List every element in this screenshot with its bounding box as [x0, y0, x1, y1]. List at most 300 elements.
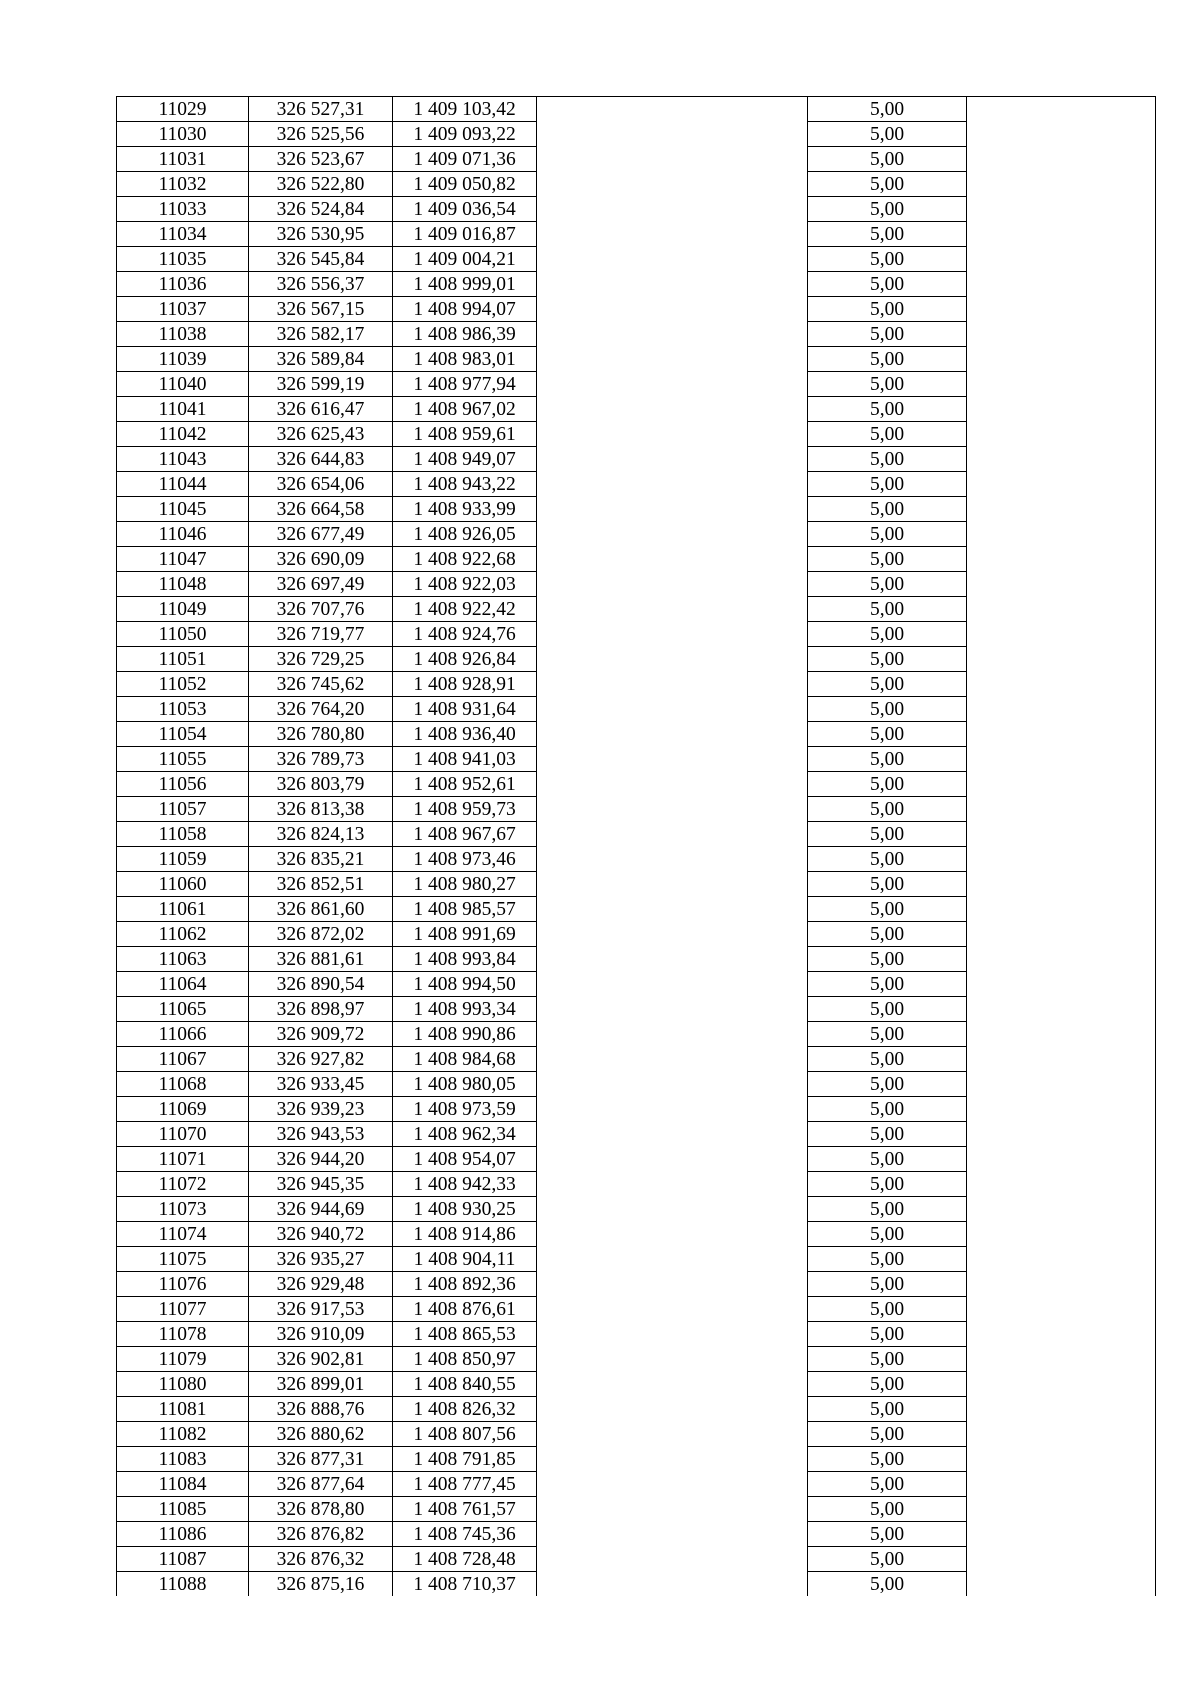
y-coordinate-cell: 1 408 952,61 — [393, 772, 537, 797]
point-number-cell: 11042 — [117, 422, 249, 447]
empty-cell — [537, 97, 808, 122]
x-coordinate-cell: 326 935,27 — [249, 1247, 393, 1272]
point-number-cell: 11065 — [117, 997, 249, 1022]
coordinate-table-container — [116, 96, 1155, 1596]
y-coordinate-cell: 1 408 710,37 — [393, 1572, 537, 1597]
x-coordinate-cell: 326 898,97 — [249, 997, 393, 1022]
x-coordinate-cell: 326 917,53 — [249, 1297, 393, 1322]
y-coordinate-cell: 1 409 093,22 — [393, 122, 537, 147]
empty-cell — [967, 1047, 1156, 1072]
table-row — [117, 947, 1156, 972]
y-coordinate-cell: 1 408 990,86 — [393, 1022, 537, 1047]
table-row — [117, 897, 1156, 922]
value-cell: 5,00 — [808, 272, 967, 297]
value-cell: 5,00 — [808, 497, 967, 522]
empty-cell — [967, 247, 1156, 272]
value-cell: 5,00 — [808, 1522, 967, 1547]
x-coordinate-cell: 326 780,80 — [249, 722, 393, 747]
y-coordinate-cell: 1 408 745,36 — [393, 1522, 537, 1547]
empty-cell — [537, 922, 808, 947]
empty-cell — [537, 1572, 808, 1597]
table-row — [117, 497, 1156, 522]
empty-cell — [537, 147, 808, 172]
value-cell: 5,00 — [808, 1247, 967, 1272]
table-row — [117, 1022, 1156, 1047]
x-coordinate-cell: 326 944,69 — [249, 1197, 393, 1222]
empty-cell — [537, 647, 808, 672]
empty-cell — [967, 597, 1156, 622]
x-coordinate-cell: 326 872,02 — [249, 922, 393, 947]
y-coordinate-cell: 1 409 016,87 — [393, 222, 537, 247]
point-number-cell: 11039 — [117, 347, 249, 372]
empty-cell — [967, 322, 1156, 347]
empty-cell — [537, 847, 808, 872]
empty-cell — [967, 1397, 1156, 1422]
empty-cell — [537, 1547, 808, 1572]
table-row — [117, 997, 1156, 1022]
x-coordinate-cell: 326 789,73 — [249, 747, 393, 772]
y-coordinate-cell: 1 408 922,42 — [393, 597, 537, 622]
value-cell: 5,00 — [808, 1072, 967, 1097]
y-coordinate-cell: 1 408 922,03 — [393, 572, 537, 597]
y-coordinate-cell: 1 408 994,50 — [393, 972, 537, 997]
y-coordinate-cell: 1 408 926,84 — [393, 647, 537, 672]
value-cell: 5,00 — [808, 572, 967, 597]
point-number-cell: 11059 — [117, 847, 249, 872]
empty-cell — [967, 1072, 1156, 1097]
empty-cell — [967, 622, 1156, 647]
table-row — [117, 572, 1156, 597]
point-number-cell: 11079 — [117, 1347, 249, 1372]
empty-cell — [967, 222, 1156, 247]
y-coordinate-cell: 1 408 967,67 — [393, 822, 537, 847]
x-coordinate-cell: 326 875,16 — [249, 1572, 393, 1597]
empty-cell — [967, 697, 1156, 722]
y-coordinate-cell: 1 408 962,34 — [393, 1122, 537, 1147]
y-coordinate-cell: 1 408 993,34 — [393, 997, 537, 1022]
value-cell: 5,00 — [808, 522, 967, 547]
x-coordinate-cell: 326 877,31 — [249, 1447, 393, 1472]
point-number-cell: 11068 — [117, 1072, 249, 1097]
value-cell: 5,00 — [808, 947, 967, 972]
empty-cell — [967, 1322, 1156, 1347]
x-coordinate-cell: 326 927,82 — [249, 1047, 393, 1072]
value-cell: 5,00 — [808, 597, 967, 622]
empty-cell — [537, 172, 808, 197]
y-coordinate-cell: 1 408 983,01 — [393, 347, 537, 372]
table-row — [117, 447, 1156, 472]
table-row — [117, 747, 1156, 772]
empty-cell — [967, 1572, 1156, 1597]
point-number-cell: 11081 — [117, 1397, 249, 1422]
empty-cell — [537, 747, 808, 772]
table-row — [117, 397, 1156, 422]
empty-cell — [967, 972, 1156, 997]
x-coordinate-cell: 326 881,61 — [249, 947, 393, 972]
empty-cell — [967, 1522, 1156, 1547]
empty-cell — [537, 372, 808, 397]
empty-cell — [967, 1472, 1156, 1497]
empty-cell — [537, 1447, 808, 1472]
value-cell: 5,00 — [808, 772, 967, 797]
y-coordinate-cell: 1 408 984,68 — [393, 1047, 537, 1072]
y-coordinate-cell: 1 408 959,73 — [393, 797, 537, 822]
value-cell: 5,00 — [808, 322, 967, 347]
value-cell: 5,00 — [808, 447, 967, 472]
x-coordinate-cell: 326 523,67 — [249, 147, 393, 172]
empty-cell — [537, 572, 808, 597]
empty-cell — [967, 1497, 1156, 1522]
value-cell: 5,00 — [808, 1047, 967, 1072]
point-number-cell: 11085 — [117, 1497, 249, 1522]
value-cell: 5,00 — [808, 1097, 967, 1122]
table-row — [117, 1122, 1156, 1147]
x-coordinate-cell: 326 525,56 — [249, 122, 393, 147]
x-coordinate-cell: 326 861,60 — [249, 897, 393, 922]
empty-cell — [967, 747, 1156, 772]
table-row — [117, 847, 1156, 872]
empty-cell — [537, 672, 808, 697]
point-number-cell: 11058 — [117, 822, 249, 847]
y-coordinate-cell: 1 408 840,55 — [393, 1372, 537, 1397]
x-coordinate-cell: 326 933,45 — [249, 1072, 393, 1097]
y-coordinate-cell: 1 408 926,05 — [393, 522, 537, 547]
point-number-cell: 11040 — [117, 372, 249, 397]
table-row — [117, 697, 1156, 722]
x-coordinate-cell: 326 589,84 — [249, 347, 393, 372]
x-coordinate-cell: 326 876,82 — [249, 1522, 393, 1547]
point-number-cell: 11061 — [117, 897, 249, 922]
y-coordinate-cell: 1 408 993,84 — [393, 947, 537, 972]
value-cell: 5,00 — [808, 347, 967, 372]
value-cell: 5,00 — [808, 1372, 967, 1397]
point-number-cell: 11050 — [117, 622, 249, 647]
y-coordinate-cell: 1 408 728,48 — [393, 1547, 537, 1572]
value-cell: 5,00 — [808, 622, 967, 647]
value-cell: 5,00 — [808, 722, 967, 747]
table-row — [117, 922, 1156, 947]
table-row — [117, 622, 1156, 647]
empty-cell — [537, 1097, 808, 1122]
empty-cell — [967, 122, 1156, 147]
value-cell: 5,00 — [808, 1447, 967, 1472]
point-number-cell: 11069 — [117, 1097, 249, 1122]
x-coordinate-cell: 326 719,77 — [249, 622, 393, 647]
empty-cell — [967, 1547, 1156, 1572]
x-coordinate-cell: 326 707,76 — [249, 597, 393, 622]
point-number-cell: 11073 — [117, 1197, 249, 1222]
y-coordinate-cell: 1 408 954,07 — [393, 1147, 537, 1172]
y-coordinate-cell: 1 408 826,32 — [393, 1397, 537, 1422]
x-coordinate-cell: 326 835,21 — [249, 847, 393, 872]
empty-cell — [537, 1322, 808, 1347]
empty-cell — [537, 872, 808, 897]
empty-cell — [537, 422, 808, 447]
empty-cell — [967, 822, 1156, 847]
empty-cell — [537, 897, 808, 922]
empty-cell — [967, 572, 1156, 597]
empty-cell — [967, 1172, 1156, 1197]
point-number-cell: 11063 — [117, 947, 249, 972]
value-cell: 5,00 — [808, 1572, 967, 1597]
point-number-cell: 11034 — [117, 222, 249, 247]
x-coordinate-cell: 326 878,80 — [249, 1497, 393, 1522]
y-coordinate-cell: 1 409 071,36 — [393, 147, 537, 172]
table-row — [117, 1322, 1156, 1347]
table-row — [117, 1497, 1156, 1522]
table-row — [117, 1247, 1156, 1272]
empty-cell — [537, 597, 808, 622]
value-cell: 5,00 — [808, 222, 967, 247]
value-cell: 5,00 — [808, 1422, 967, 1447]
x-coordinate-cell: 326 909,72 — [249, 1022, 393, 1047]
empty-cell — [537, 1422, 808, 1447]
empty-cell — [537, 272, 808, 297]
point-number-cell: 11084 — [117, 1472, 249, 1497]
y-coordinate-cell: 1 408 943,22 — [393, 472, 537, 497]
point-number-cell: 11032 — [117, 172, 249, 197]
empty-cell — [967, 722, 1156, 747]
point-number-cell: 11033 — [117, 197, 249, 222]
value-cell: 5,00 — [808, 422, 967, 447]
table-row — [117, 197, 1156, 222]
x-coordinate-cell: 326 945,35 — [249, 1172, 393, 1197]
point-number-cell: 11055 — [117, 747, 249, 772]
x-coordinate-cell: 326 567,15 — [249, 297, 393, 322]
point-number-cell: 11067 — [117, 1047, 249, 1072]
value-cell: 5,00 — [808, 1022, 967, 1047]
y-coordinate-cell: 1 408 999,01 — [393, 272, 537, 297]
x-coordinate-cell: 326 852,51 — [249, 872, 393, 897]
value-cell: 5,00 — [808, 372, 967, 397]
empty-cell — [537, 1247, 808, 1272]
value-cell: 5,00 — [808, 647, 967, 672]
x-coordinate-cell: 326 876,32 — [249, 1547, 393, 1572]
value-cell: 5,00 — [808, 197, 967, 222]
value-cell: 5,00 — [808, 397, 967, 422]
x-coordinate-cell: 326 939,23 — [249, 1097, 393, 1122]
empty-cell — [967, 647, 1156, 672]
empty-cell — [537, 1072, 808, 1097]
empty-cell — [967, 272, 1156, 297]
empty-cell — [537, 1397, 808, 1422]
point-number-cell: 11030 — [117, 122, 249, 147]
x-coordinate-cell: 326 582,17 — [249, 322, 393, 347]
empty-cell — [537, 297, 808, 322]
table-row — [117, 1472, 1156, 1497]
table-row — [117, 1297, 1156, 1322]
empty-cell — [967, 1222, 1156, 1247]
point-number-cell: 11035 — [117, 247, 249, 272]
x-coordinate-cell: 326 522,80 — [249, 172, 393, 197]
empty-cell — [537, 822, 808, 847]
table-row — [117, 1222, 1156, 1247]
table-row — [117, 972, 1156, 997]
y-coordinate-cell: 1 408 949,07 — [393, 447, 537, 472]
y-coordinate-cell: 1 408 904,11 — [393, 1247, 537, 1272]
empty-cell — [537, 1297, 808, 1322]
empty-cell — [967, 947, 1156, 972]
point-number-cell: 11088 — [117, 1572, 249, 1597]
y-coordinate-cell: 1 408 931,64 — [393, 697, 537, 722]
value-cell: 5,00 — [808, 97, 967, 122]
empty-cell — [537, 1272, 808, 1297]
x-coordinate-cell: 326 888,76 — [249, 1397, 393, 1422]
value-cell: 5,00 — [808, 697, 967, 722]
value-cell: 5,00 — [808, 1322, 967, 1347]
x-coordinate-cell: 326 530,95 — [249, 222, 393, 247]
x-coordinate-cell: 326 880,62 — [249, 1422, 393, 1447]
empty-cell — [537, 797, 808, 822]
empty-cell — [967, 422, 1156, 447]
y-coordinate-cell: 1 408 933,99 — [393, 497, 537, 522]
table-row — [117, 597, 1156, 622]
x-coordinate-cell: 326 644,83 — [249, 447, 393, 472]
y-coordinate-cell: 1 408 876,61 — [393, 1297, 537, 1322]
x-coordinate-cell: 326 813,38 — [249, 797, 393, 822]
empty-cell — [537, 322, 808, 347]
value-cell: 5,00 — [808, 997, 967, 1022]
point-number-cell: 11037 — [117, 297, 249, 322]
value-cell: 5,00 — [808, 1397, 967, 1422]
empty-cell — [967, 997, 1156, 1022]
point-number-cell: 11082 — [117, 1422, 249, 1447]
x-coordinate-cell: 326 877,64 — [249, 1472, 393, 1497]
point-number-cell: 11045 — [117, 497, 249, 522]
table-row — [117, 122, 1156, 147]
y-coordinate-cell: 1 408 791,85 — [393, 1447, 537, 1472]
value-cell: 5,00 — [808, 847, 967, 872]
empty-cell — [967, 347, 1156, 372]
empty-cell — [967, 897, 1156, 922]
empty-cell — [537, 1472, 808, 1497]
empty-cell — [967, 1247, 1156, 1272]
point-number-cell: 11041 — [117, 397, 249, 422]
value-cell: 5,00 — [808, 922, 967, 947]
y-coordinate-cell: 1 408 942,33 — [393, 1172, 537, 1197]
value-cell: 5,00 — [808, 1472, 967, 1497]
empty-cell — [537, 972, 808, 997]
y-coordinate-cell: 1 408 941,03 — [393, 747, 537, 772]
y-coordinate-cell: 1 408 994,07 — [393, 297, 537, 322]
table-row — [117, 1522, 1156, 1547]
x-coordinate-cell: 326 929,48 — [249, 1272, 393, 1297]
empty-cell — [537, 1222, 808, 1247]
table-row — [117, 97, 1156, 122]
value-cell: 5,00 — [808, 1297, 967, 1322]
table-row — [117, 1547, 1156, 1572]
empty-cell — [537, 1147, 808, 1172]
x-coordinate-cell: 326 697,49 — [249, 572, 393, 597]
x-coordinate-cell: 326 527,31 — [249, 97, 393, 122]
point-number-cell: 11049 — [117, 597, 249, 622]
coordinate-table-body — [117, 97, 1156, 1597]
empty-cell — [967, 922, 1156, 947]
table-row — [117, 247, 1156, 272]
empty-cell — [537, 1047, 808, 1072]
x-coordinate-cell: 326 664,58 — [249, 497, 393, 522]
table-row — [117, 347, 1156, 372]
empty-cell — [537, 447, 808, 472]
empty-cell — [967, 1147, 1156, 1172]
point-number-cell: 11038 — [117, 322, 249, 347]
y-coordinate-cell: 1 408 985,57 — [393, 897, 537, 922]
empty-cell — [967, 522, 1156, 547]
y-coordinate-cell: 1 408 967,02 — [393, 397, 537, 422]
x-coordinate-cell: 326 890,54 — [249, 972, 393, 997]
value-cell: 5,00 — [808, 1547, 967, 1572]
value-cell: 5,00 — [808, 972, 967, 997]
point-number-cell: 11056 — [117, 772, 249, 797]
value-cell: 5,00 — [808, 1347, 967, 1372]
table-row — [117, 147, 1156, 172]
table-row — [117, 222, 1156, 247]
table-row — [117, 1347, 1156, 1372]
y-coordinate-cell: 1 408 850,97 — [393, 1347, 537, 1372]
empty-cell — [537, 497, 808, 522]
empty-cell — [537, 347, 808, 372]
empty-cell — [537, 772, 808, 797]
empty-cell — [967, 297, 1156, 322]
point-number-cell: 11080 — [117, 1372, 249, 1397]
empty-cell — [967, 97, 1156, 122]
x-coordinate-cell: 326 654,06 — [249, 472, 393, 497]
empty-cell — [967, 1347, 1156, 1372]
empty-cell — [967, 472, 1156, 497]
point-number-cell: 11036 — [117, 272, 249, 297]
point-number-cell: 11075 — [117, 1247, 249, 1272]
y-coordinate-cell: 1 409 103,42 — [393, 97, 537, 122]
table-row — [117, 1422, 1156, 1447]
y-coordinate-cell: 1 408 807,56 — [393, 1422, 537, 1447]
empty-cell — [967, 147, 1156, 172]
x-coordinate-cell: 326 899,01 — [249, 1372, 393, 1397]
x-coordinate-cell: 326 910,09 — [249, 1322, 393, 1347]
point-number-cell: 11031 — [117, 147, 249, 172]
empty-cell — [537, 247, 808, 272]
y-coordinate-cell: 1 408 980,05 — [393, 1072, 537, 1097]
empty-cell — [537, 1172, 808, 1197]
value-cell: 5,00 — [808, 472, 967, 497]
empty-cell — [537, 1347, 808, 1372]
value-cell: 5,00 — [808, 897, 967, 922]
table-row — [117, 1047, 1156, 1072]
empty-cell — [967, 1297, 1156, 1322]
empty-cell — [537, 1522, 808, 1547]
x-coordinate-cell: 326 545,84 — [249, 247, 393, 272]
empty-cell — [537, 697, 808, 722]
empty-cell — [967, 1197, 1156, 1222]
value-cell: 5,00 — [808, 247, 967, 272]
empty-cell — [537, 1197, 808, 1222]
table-row — [117, 872, 1156, 897]
value-cell: 5,00 — [808, 172, 967, 197]
empty-cell — [967, 772, 1156, 797]
x-coordinate-cell: 326 944,20 — [249, 1147, 393, 1172]
table-row — [117, 172, 1156, 197]
empty-cell — [537, 472, 808, 497]
point-number-cell: 11048 — [117, 572, 249, 597]
y-coordinate-cell: 1 409 050,82 — [393, 172, 537, 197]
empty-cell — [967, 447, 1156, 472]
point-number-cell: 11043 — [117, 447, 249, 472]
value-cell: 5,00 — [808, 147, 967, 172]
value-cell: 5,00 — [808, 1147, 967, 1172]
value-cell: 5,00 — [808, 672, 967, 697]
point-number-cell: 11044 — [117, 472, 249, 497]
x-coordinate-cell: 326 677,49 — [249, 522, 393, 547]
y-coordinate-cell: 1 408 973,46 — [393, 847, 537, 872]
